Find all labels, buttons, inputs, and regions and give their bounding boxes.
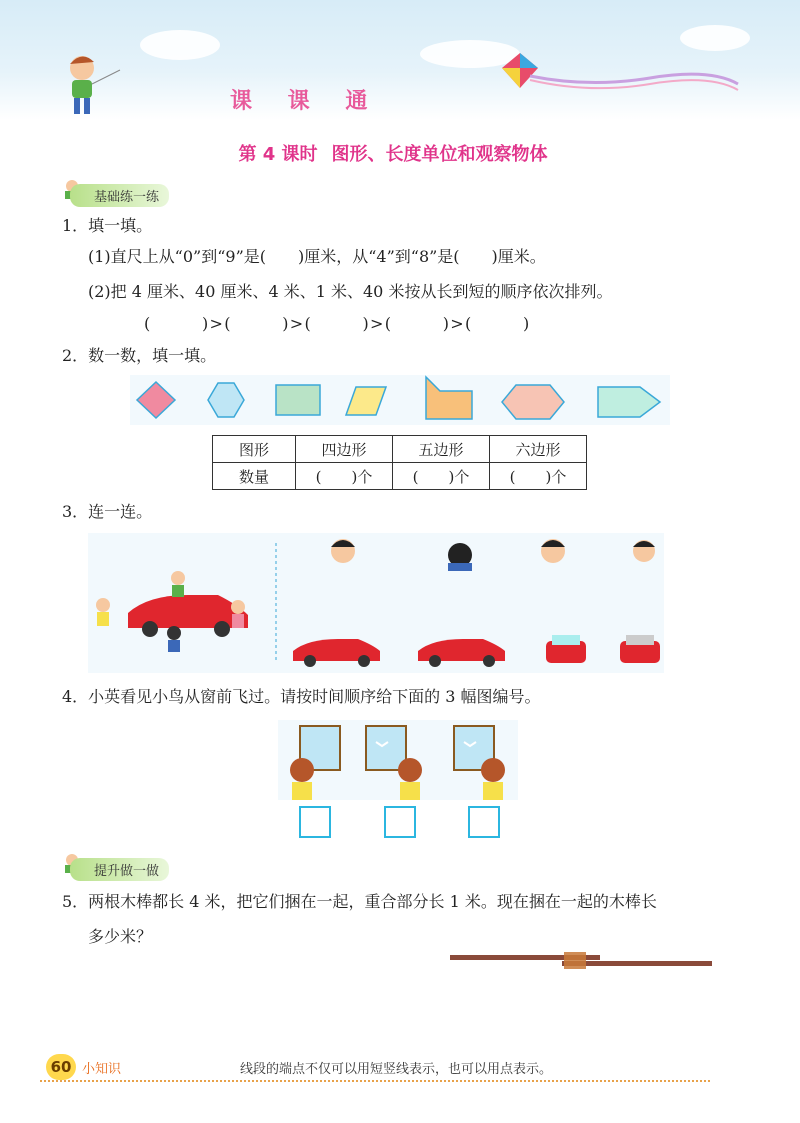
question-4-title: 4．小英看见小鸟从窗前飞过。请按时间顺序给下面的 3 幅图编号。 xyxy=(62,687,541,706)
order-answer-row xyxy=(144,312,529,336)
cloud xyxy=(140,30,220,60)
matching-exercise-illustration xyxy=(88,533,664,673)
paren: ( xyxy=(144,314,151,333)
table-header: 五边形 xyxy=(393,436,490,463)
lesson-name: 图形、长度单位和观察物体 xyxy=(331,144,548,165)
paren: ) xyxy=(523,314,530,333)
paren: ) xyxy=(362,314,369,333)
paren: ( xyxy=(465,314,472,333)
answer-box[interactable] xyxy=(384,806,416,838)
car-front-view xyxy=(620,635,660,663)
table-header: 四边形 xyxy=(296,436,393,463)
lesson-number: 第 4 课时 xyxy=(238,144,318,165)
row-label: 数量 xyxy=(213,463,296,490)
count-blank[interactable]: ( )个 xyxy=(393,463,490,490)
section-advanced-badge: 提升做一做 xyxy=(70,858,169,881)
table-header: 图形 xyxy=(213,436,296,463)
two-sticks-tied-illustration xyxy=(450,950,712,972)
boy-flying-kite-illustration xyxy=(62,48,122,118)
child-face-front-view xyxy=(331,539,355,563)
count-blank[interactable]: ( )个 xyxy=(490,463,587,490)
gt-sign: > xyxy=(209,314,223,333)
table-header: 六边形 xyxy=(490,436,587,463)
gt-sign: > xyxy=(289,314,304,333)
question-1-title: 1．填一填。 xyxy=(62,216,153,235)
binding-rope xyxy=(564,952,586,969)
table-header-row xyxy=(213,436,587,463)
child-face-front-view xyxy=(541,539,565,563)
count-blank[interactable]: ( )个 xyxy=(296,463,393,490)
tip-label: 小知识 xyxy=(82,1062,122,1077)
girl-window-bird-pictures xyxy=(278,720,518,800)
question-5-line-1: 5．两根木棒都长 4 米，把它们捆在一起，重合部分长 1 米。现在捆在一起的木棒长 xyxy=(62,892,657,911)
page-number: 60 xyxy=(46,1054,76,1080)
paren: ( xyxy=(384,314,391,333)
table-row xyxy=(213,463,587,490)
gt-sign: > xyxy=(370,314,384,333)
question-1-part-2: (2)把 4 厘米、40 厘米、4 米、1 米、40 米按从长到短的顺序依次排列。 xyxy=(88,282,613,301)
kite-illustration xyxy=(500,48,740,98)
question-5-line-2: 多少米？ xyxy=(88,927,153,946)
shapes-strip xyxy=(130,375,670,425)
car-back-view xyxy=(546,635,586,663)
child-face-top-view xyxy=(448,543,472,571)
gt-sign: > xyxy=(450,314,464,333)
question-1-part-1: (1)直尺上从“0”到“9”是( )厘米，从“4”到“8”是( )厘米。 xyxy=(88,247,546,266)
paren: ) xyxy=(442,314,449,333)
section-basic-badge: 基础练一练 xyxy=(70,184,169,207)
answer-box[interactable] xyxy=(299,806,331,838)
rectangle-shape xyxy=(276,385,320,415)
hexagon-shape xyxy=(502,385,564,419)
shape-count-table xyxy=(212,435,587,490)
paren: ) xyxy=(202,314,209,333)
book-title: 课 课 通 xyxy=(230,89,382,114)
paren: ( xyxy=(224,314,231,333)
paren: ) xyxy=(282,314,289,333)
answer-box[interactable] xyxy=(468,806,500,838)
child-face-side-view xyxy=(633,540,655,562)
paren: ( xyxy=(304,314,311,333)
lesson-title xyxy=(0,140,800,166)
question-2-title: 2．数一数，填一填。 xyxy=(62,346,217,365)
question-3-title: 3．连一连。 xyxy=(62,502,153,521)
tip-text: 线段的端点不仅可以用短竖线表示，也可以用点表示。 xyxy=(240,1062,553,1077)
